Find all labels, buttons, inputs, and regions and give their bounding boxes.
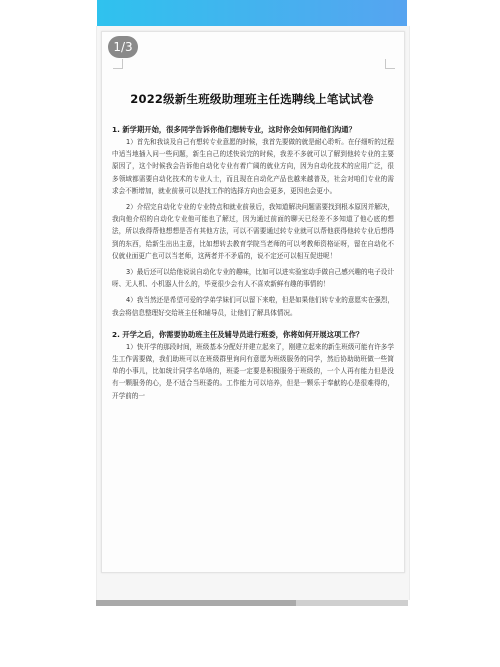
page-corner-mark xyxy=(113,59,123,69)
question-2: 2. 开学之后，你需要协助班主任及辅导员进行班委，你将如何开展这项工作？ xyxy=(112,329,364,339)
answer-paragraph: 1）首先和我谈及自己有想转专业意愿的时候，我首先要做的就是耐心聆听。在仔细听的过程中适当地插入问一些问题，新生自己的述快说完的时候，我差不多就可以了解到他转专业的主要原因了，这个时候我会告诉他自动化专业有着广阔的就业方向，因为自动化技术的应用广泛，很多领域都需要自动化技术的专业人士，而且现在自动化产品也越来越普及，社会对咱们专业的需求会不断增加，就业前景可以是找工作的选择方向也会更多，更因也会更小。 xyxy=(112,138,394,195)
answer-paragraph: 2）介绍完自动化专业的专业特点和就业前景后，我知道解决问题需要找到根本原因并解决，我向他介绍的自动化专业他可能也了解过，因为通过前面的聊天已经差不多知道了他心底的想法，所以我得帮他想想是否有其他方法，可以不需要通过转专业就可以帮他获得他转专业后想得到的东西，给新生出出主意，比如想转去教育学院当老师的可以考教师资格证呀，留在自动化不仅就业面更广也可以当老师，这两者并不矛盾的，说不定还可以相互促进呢！ xyxy=(112,203,394,260)
scrollbar-thumb[interactable] xyxy=(96,600,296,606)
answer-paragraph: 1）快开学的那段时间，班级基本分配好并建立起来了，刚建立起来的新生班级可能有许多学生工作需要做，我们助班可以在班级群里询问有意愿为班级服务的同学，然后协助助班做一些简单的小事儿，比如统计同学名单啥的，班委一定要是积极服务于班级的，一个人再有能力但是没有一颗服务的心，是不适合当班委的。工作能力可以培养，但是一颗乐于奉献的心是很难得的，开学前的一 xyxy=(112,342,394,400)
answer-paragraph: 3）最后还可以给他说说自动化专业的趣味，比如可以进实验室动手做自己感兴趣的电子设计呀、无人机、小机器人什么的，毕竟很少会有人不喜欢新鲜有趣的事情的！ xyxy=(112,268,394,289)
page-corner-mark xyxy=(385,59,395,69)
document-title: 2022级新生班级助理班主任选聘线上笔试试卷 xyxy=(130,92,374,106)
top-color-band xyxy=(97,0,407,26)
document-body xyxy=(112,124,394,406)
page-indicator-badge[interactable]: 1/3 xyxy=(108,36,138,58)
answer-paragraph: 4）我当然还是希望可爱的学弟学妹们可以留下来啦，但是如果他们转专业的意愿实在强烈，我会将信息整理好交给班主任和辅导员，让他们了解具体情况。 xyxy=(112,296,394,317)
question-1: 1. 新学期开始，很多同学告诉你他们想转专业，这时你会如何同他们沟通？ xyxy=(112,125,356,134)
